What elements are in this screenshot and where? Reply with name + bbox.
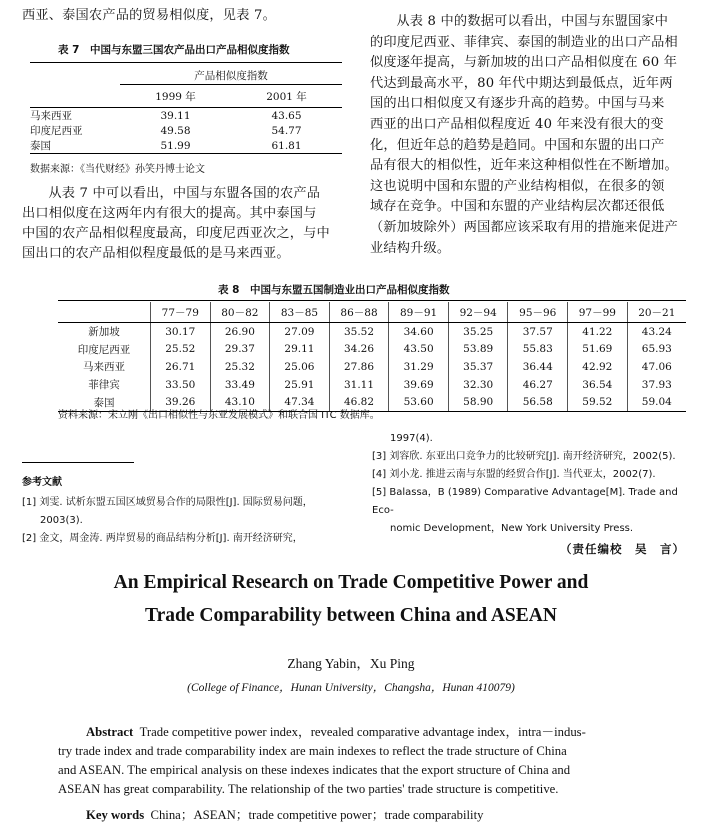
table7-country: 印度尼西亚 xyxy=(30,125,83,137)
table7-source: 数据来源：《当代财经》孙笑丹博士论文 xyxy=(30,164,205,175)
table8-source: 资料来源：宋立刚《出口相似性与东亚发展模式》和联合国 ITC 数据库。 xyxy=(58,410,380,421)
table-row: 印度尼西亚 25.52 29.37 29.11 34.26 43.50 53.89 55.83 51.69 65.93 xyxy=(58,341,686,359)
text-line: 国出口的农产品相似程度最低的是马来西亚。 xyxy=(22,246,290,261)
reference-item: [1] 刘雯. 试析东盟五国区域贸易合作的局限性[J]. 国际贸易问题， xyxy=(22,497,313,508)
abstract-line: Abstract Trade competitive power index，revealed comparative advantage index，intra－indus- xyxy=(86,725,586,739)
table-row xyxy=(30,108,342,124)
reference-item: nomic Development，New York University Press. xyxy=(390,523,634,534)
abstract xyxy=(58,723,674,799)
table7-corner xyxy=(30,67,120,85)
table8-period: 80－82 xyxy=(210,302,270,323)
table8-caption: 表 8 中国与东盟五国制造业出口产品相似度指数 xyxy=(218,284,450,296)
keywords-label: Key words xyxy=(86,808,145,822)
text-line: 品有很大的相似性，近年来这种相似性在不断增加。 xyxy=(370,158,678,174)
table8 xyxy=(58,302,686,412)
table8-period: 95－96 xyxy=(508,302,568,323)
table-row: 菲律宾 33.50 33.49 25.91 31.11 39.69 32.30 46.27 36.54 37.93 xyxy=(58,376,686,394)
abstract-line: ASEAN has great comparability. The relationship of the two parties' trade structure is competitive. xyxy=(58,782,559,796)
table7-country: 泰国 xyxy=(30,138,120,154)
text-line: 域存在竞争。中国和东盟的产业结构层次都还很低 xyxy=(370,199,665,215)
table7-group-header: 产品相似度指数 xyxy=(120,67,342,85)
text-line: 中国的农产品相似程度最高，印度尼西亚次之，与中 xyxy=(22,226,330,241)
text-line: （新加坡除外）两国都应该采取有用的措施来促进产 xyxy=(370,219,678,235)
references-left xyxy=(22,494,358,548)
table8-period: 83－85 xyxy=(270,302,330,323)
table7-cell: 49.58 xyxy=(160,124,191,137)
table8-period: 20－21 xyxy=(627,302,686,323)
left-paragraph xyxy=(22,184,356,264)
table-row xyxy=(30,138,342,154)
table-row: 新加坡 30.17 26.90 27.09 35.52 34.60 35.25 37.57 41.22 43.24 xyxy=(58,323,686,341)
table7-cell: 61.81 xyxy=(231,138,342,154)
reference-item: [5] Balassa，B (1989) Comparative Advantage[M]. Trade and Eco- xyxy=(372,487,678,516)
table-row: 泰国 39.26 43.10 47.34 46.82 53.60 58.90 56.58 59.52 59.04 xyxy=(58,393,686,411)
table7 xyxy=(30,62,342,154)
english-title-line1: An Empirical Research on Trade Competitive Power and xyxy=(113,572,589,593)
text-line: 代达到最高水平，80 年代中期达到最低点，近年两 xyxy=(370,75,673,91)
editor-credit: （责任编校 吴 言） xyxy=(560,542,685,556)
table8-header-row xyxy=(58,302,686,323)
text-line: 出口相似度在这两年内有很大的提高。其中泰国与 xyxy=(22,206,317,221)
keywords xyxy=(86,806,686,825)
table7-country: 马来西亚 xyxy=(30,110,72,122)
text-line: 西亚的出口产品相似程度近 40 年来没有很大的变 xyxy=(370,116,664,132)
text-line: 从表 8 中的数据可以看出，中国与东盟国家中 xyxy=(396,14,669,29)
abstract-label: Abstract xyxy=(86,725,134,739)
table7-year2: 2001 年 xyxy=(231,85,342,108)
left-top-text: 西亚、泰国农产品的贸易相似度，见表 7。 xyxy=(22,8,276,23)
abstract-line: and ASEAN. The empirical analysis on these indexes indicates that the export structure of China and xyxy=(58,763,571,777)
authors: Zhang Yabin，Xu Ping xyxy=(287,656,415,671)
keywords-text: China；ASEAN；trade competitive power；trade comparability xyxy=(150,808,484,822)
table7-cell: 43.65 xyxy=(271,109,302,122)
reference-item: [3] 刘容欣. 东亚出口竞争力的比较研究[J]. 南开经济研究，2002(5). xyxy=(372,451,676,462)
table8-period: 89－91 xyxy=(389,302,449,323)
text-line: 的印度尼西亚、菲律宾、泰国的制造业的出口产品相 xyxy=(370,34,678,50)
footnote-rule xyxy=(22,462,134,463)
text-line: 化，但近年总的趋势是趋同。中国和东盟的出口产 xyxy=(370,137,665,153)
table8-country: 马来西亚 xyxy=(58,358,151,376)
table8-country: 新加坡 xyxy=(58,323,151,341)
table8-country: 印度尼西亚 xyxy=(58,341,151,359)
references-heading: 参考文献 xyxy=(22,477,62,488)
table8-period: 77－79 xyxy=(151,302,211,323)
references-right xyxy=(372,430,694,538)
right-paragraph xyxy=(370,12,694,259)
reference-item: [4] 刘小龙. 推进云南与东盟的经贸合作[J]. 当代亚太，2002(7). xyxy=(372,469,656,480)
table-row: 马来西亚 26.71 25.32 25.06 27.86 31.29 35.37 36.44 42.92 47.06 xyxy=(58,358,686,376)
reference-item: 1997(4). xyxy=(390,433,433,444)
table7-caption: 表 7 中国与东盟三国农产品出口产品相似度指数 xyxy=(58,44,290,56)
reference-item: 2003(3). xyxy=(40,515,83,526)
table8-country: 泰国 xyxy=(58,393,151,411)
abstract-line: try trade index and trade comparability index are main indexes to reflect the trade structure of China xyxy=(58,744,567,758)
table7-year1: 1999 年 xyxy=(120,85,231,108)
table-row xyxy=(30,123,342,138)
table7-cell: 54.77 xyxy=(271,124,302,137)
text-line: 业结构升级。 xyxy=(370,240,451,256)
text-line: 从表 7 中可以看出，中国与东盟各国的农产品 xyxy=(48,186,321,201)
text-line: 这也说明中国和东盟的产业结构相似，在很多的领 xyxy=(370,178,665,194)
english-title-line2: Trade Comparability between China and ASEAN xyxy=(145,605,557,626)
table8-period: 97－99 xyxy=(568,302,628,323)
text-line: 国的出口相似度又有逐步升高的趋势。中国与马来 xyxy=(370,96,665,112)
text-line: 似度逐年提高，与新加坡的出口产品相似度在 60 年 xyxy=(370,55,678,71)
table8-country: 菲律宾 xyxy=(58,376,151,394)
affiliation: (College of Finance，Hunan University，Changsha，Hunan 410079) xyxy=(187,682,515,694)
table8-top-rule xyxy=(58,300,686,301)
reference-item: [2] 金文，周金涛. 两岸贸易的商品结构分析[J]. 南开经济研究， xyxy=(22,533,303,544)
table8-period: 86－88 xyxy=(329,302,389,323)
table7-cell: 39.11 xyxy=(160,109,191,122)
table7-cell: 51.99 xyxy=(120,138,231,154)
table8-period: 92－94 xyxy=(448,302,508,323)
